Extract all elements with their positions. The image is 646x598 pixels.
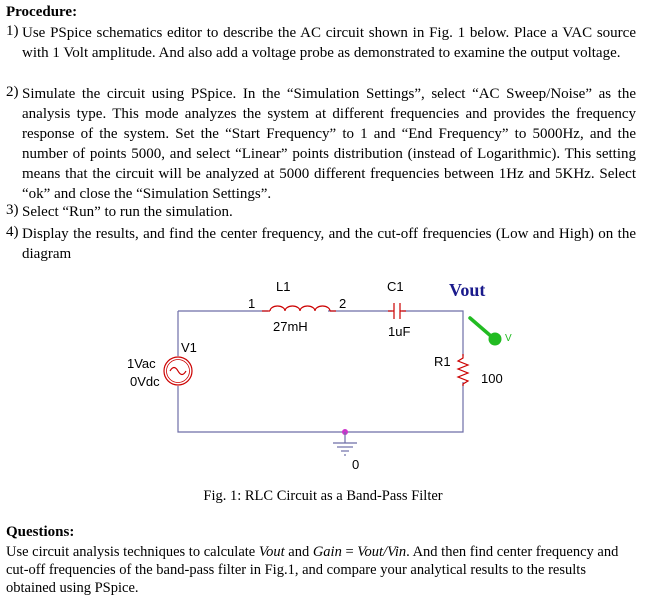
resistor-r1: [458, 354, 468, 386]
questions-text-part-2: and: [284, 544, 313, 560]
step-text: Display the results, and find the center frequency, and the cut-off frequencies (Low and High) on the diagram: [22, 226, 636, 262]
vout-label: Vout: [449, 280, 486, 300]
resistor-name: R1: [434, 354, 451, 369]
step-text: Select “Run” to run the simulation.: [22, 204, 233, 220]
ground-label: 0: [352, 457, 360, 472]
circuit-wires: [178, 311, 463, 432]
step-text: Use PSpice schematics editor to describe the AC circuit shown in Fig. 1 below. Place a VAC source with 1 Volt amplitude. And also add a voltage probe as demonstrated to examine the output voltage.: [22, 25, 636, 61]
source-name: V1: [181, 340, 197, 355]
step-number: 2): [6, 84, 19, 100]
inductor-l1: [262, 306, 336, 311]
gain-term: Gain: [312, 544, 342, 560]
procedure-heading: Procedure:: [6, 4, 78, 20]
figure-caption: Fig. 1: RLC Circuit as a Band-Pass Filter: [203, 488, 443, 504]
step-number: 1): [6, 23, 19, 39]
probe-label: V: [505, 333, 512, 344]
capacitor-name: C1: [387, 279, 404, 294]
wire-r1-bottom: [178, 382, 463, 432]
questions-text-part-3: =: [341, 544, 358, 560]
vout-term: Vout: [258, 544, 285, 560]
voltage-probe: [470, 318, 502, 346]
source-dc-value: 0Vdc: [130, 374, 160, 389]
inductor-value: 27mH: [273, 319, 308, 334]
inductor-name: L1: [276, 279, 291, 294]
questions-text-part-4: . And then find center frequency and cut-off frequencies of the band-pass filter in Fig.1, and compare your analytical results to the results obtained using PSpice.: [6, 544, 619, 596]
capacitor-value: 1uF: [388, 324, 411, 339]
step-number: 3): [6, 202, 19, 218]
wire-c1-r1: [402, 311, 463, 356]
ground-symbol: [333, 429, 357, 455]
source-ac-value: 1Vac: [127, 356, 156, 371]
node-2-label: 2: [339, 296, 347, 311]
step-text: Simulate the circuit using PSpice. In the “Simulation Settings”, select “AC Sweep/Noise” as the analysis type. This mode analyzes the system at different frequencies and provides the frequency response of the system. Set the “Start Frequency” to 1 and “End Frequency” to 5000Hz, and the number of points 5000, and select “Linear” points distribution (instead of Logarithmic). This setting means that the circuit will be analyzed at 5000 different frequencies between 1Hz and 5KHz. Select “ok” and close the “Simulation Settings”.: [22, 86, 636, 202]
questions-text: [6, 543, 638, 597]
ac-source-v1: [164, 357, 192, 385]
questions-text-part-1: Use circuit analysis techniques to calculate: [6, 544, 259, 560]
capacitor-c1: [388, 303, 406, 319]
questions-heading: Questions:: [6, 524, 75, 540]
step-number: 4): [6, 224, 19, 240]
resistor-value: 100: [481, 371, 503, 386]
ratio-term: Vout/Vin: [357, 544, 407, 560]
node-1-label: 1: [248, 296, 256, 311]
